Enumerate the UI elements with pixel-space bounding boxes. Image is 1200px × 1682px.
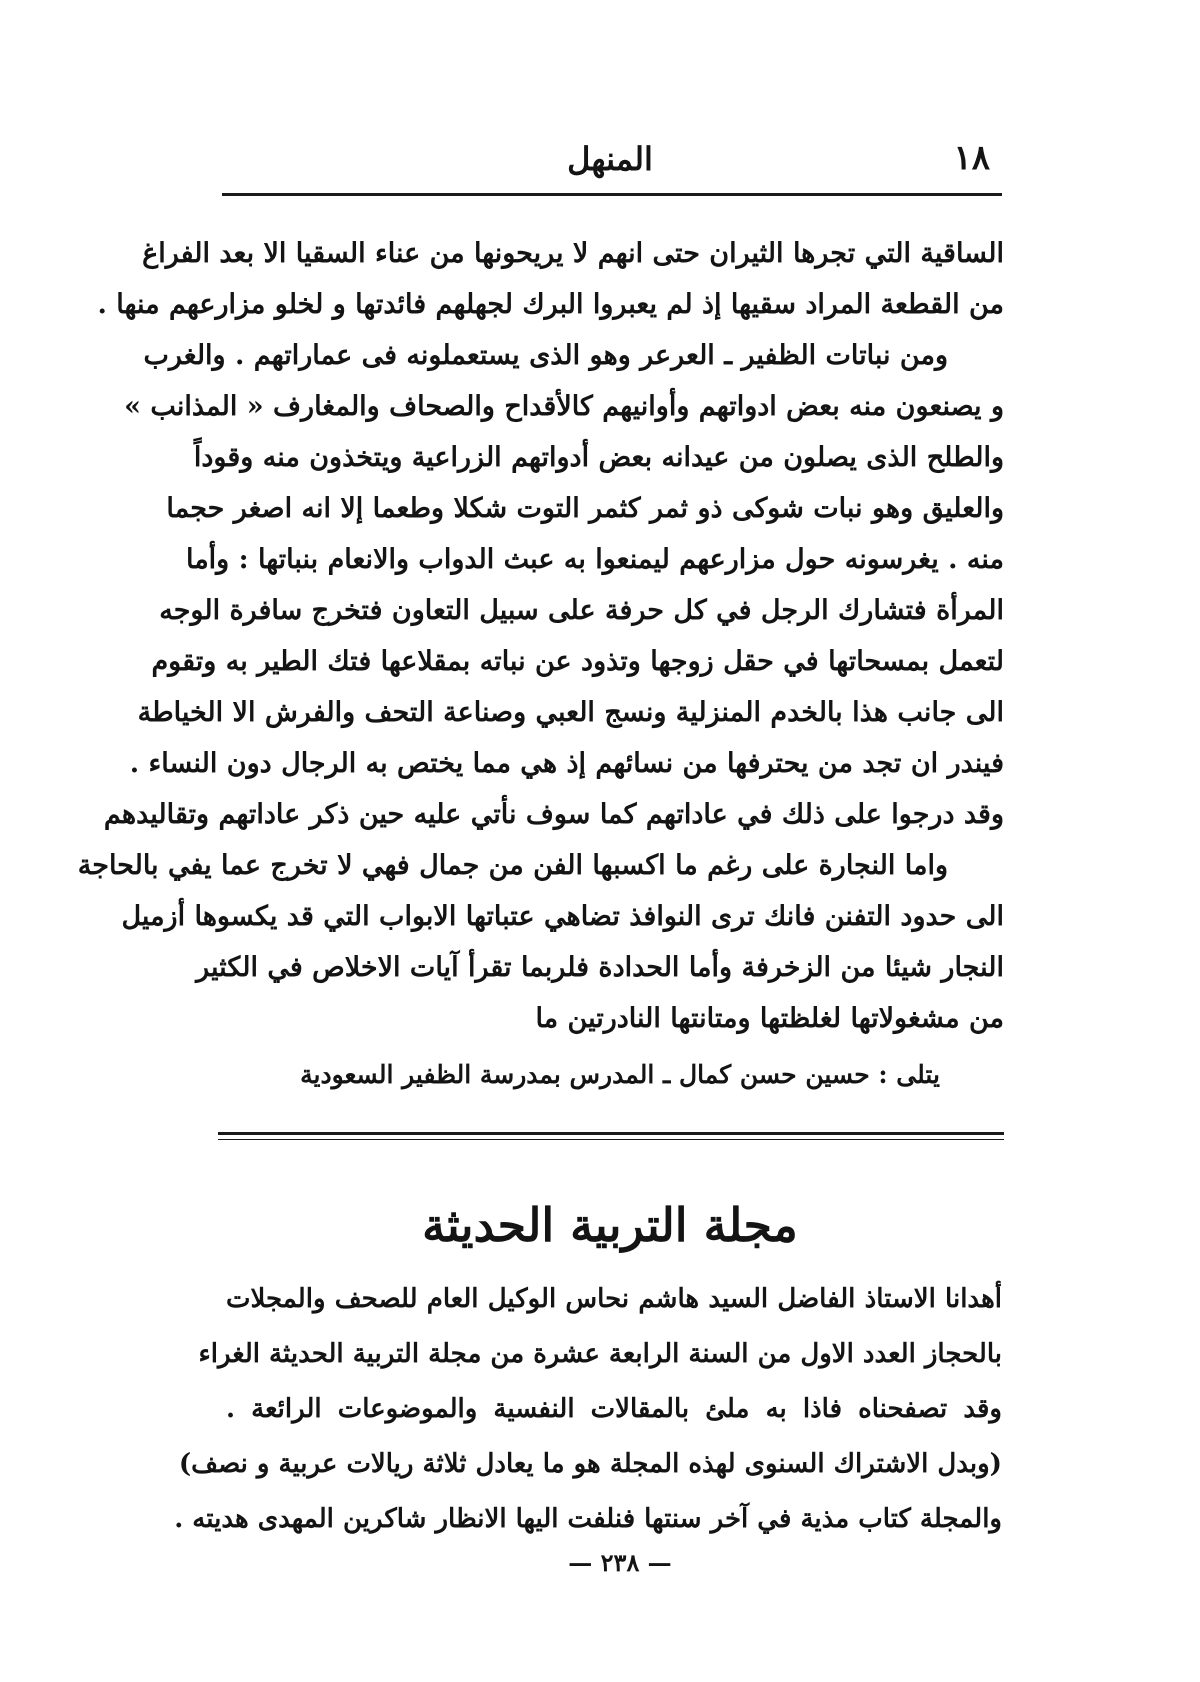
page-header — [220, 138, 1000, 198]
body-line: الساقية التي تجرها الثيران حتى انهم لا يريحونها من عناء السقيا الا بعد الفراغ — [142, 238, 1004, 269]
article-line: بالحجاز العدد الاول من السنة الرابعة عشرة من مجلة التربية الحديثة الغراء — [198, 1339, 1002, 1369]
article-line: وقد تصفحناه فاذا به ملئ بالمقالات النفسية والموضوعات الرائعة . — [226, 1394, 1002, 1424]
folio-number: — ٢٣٨ — — [568, 1548, 672, 1577]
body-line: لتعمل بمسحاتها في حقل زوجها وتذود عن نباته بمقلاعها فتك الطير به وتقوم — [151, 646, 1004, 677]
section-rule-thin — [218, 1139, 1004, 1140]
body-line: والطلح الذى يصلون من عيدانه بعض أدواتهم الزراعية ويتخذون منه وقوداً — [193, 442, 1004, 473]
article-line: أهدانا الاستاذ الفاضل السيد هاشم نحاس الوكيل العام للصحف والمجلات — [226, 1284, 1002, 1314]
body-line: و يصنعون منه بعض ادواتهم وأوانيهم كالأقداح والصحاف والمغارف « المذانب » — [124, 391, 1004, 422]
body-line: واما النجارة على رغم ما اكسبها الفن من جمال فهي لا تخرج عما يفي بالحاجة — [77, 850, 948, 881]
body-line: ومن نباتات الظفير ـ العرعر وهو الذى يستعملونه فى عماراتهم . والغرب — [143, 340, 948, 371]
running-title: المنهل — [567, 140, 653, 178]
body-line: المرأة فتشارك الرجل في كل حرفة على سبيل التعاون فتخرج سافرة الوجه — [159, 595, 1004, 626]
article-body — [77, 228, 1004, 1044]
body-line: والعليق وهو نبات شوكى ذو ثمر كثمر التوت شكلا وطعما إلا انه اصغر حجما — [166, 493, 1004, 524]
body-line: منه . يغرسونه حول مزارعهم ليمنعوا به عبث الدواب والانعام بنباتها : وأما — [185, 544, 1004, 575]
body-line: من القطعة المراد سقيها إذ لم يعبروا البرك لجهلهم فائدتها و لخلو مزارعهم منها . — [97, 289, 1004, 320]
article-title: مجلة التربية الحديثة — [422, 1198, 798, 1252]
section-rule — [218, 1132, 1004, 1135]
article-text — [174, 1272, 1002, 1547]
author-signature: يتلى : حسين حسن كمال ـ المدرس بمدرسة الظفير السعودية — [300, 1060, 940, 1089]
body-line: وقد درجوا على ذلك في عاداتهم كما سوف نأتي عليه حين ذكر عاداتهم وتقاليدهم — [103, 799, 1004, 830]
body-line: من مشغولاتها لغلظتها ومتانتها النادرتين ما — [535, 1003, 1004, 1034]
body-line: النجار شيئا من الزخرفة وأما الحدادة فلربما تقرأ آيات الاخلاص في الكثير — [196, 952, 1004, 983]
article-line: (وبدل الاشتراك السنوى لهذه المجلة هو ما يعادل ثلاثة ريالات عربية و نصف) — [178, 1449, 1002, 1479]
article-line: والمجلة كتاب مذية في آخر سنتها فنلفت اليها الانظار شاكرين المهدى هديته . — [174, 1504, 1002, 1534]
body-line: فيندر ان تجد من يحترفها من نسائهم إذ هي مما يختص به الرجال دون النساء . — [129, 748, 1004, 779]
body-line: الى حدود التفنن فانك ترى النوافذ تضاهي عتباتها الابواب التي قد يكسوها أزميل — [121, 901, 1004, 932]
header-rule — [222, 193, 1002, 196]
body-line: الى جانب هذا بالخدم المنزلية ونسج العبي وصناعة التحف والفرش الا الخياطة — [137, 697, 1004, 728]
page-number: ١٨ — [953, 138, 990, 178]
